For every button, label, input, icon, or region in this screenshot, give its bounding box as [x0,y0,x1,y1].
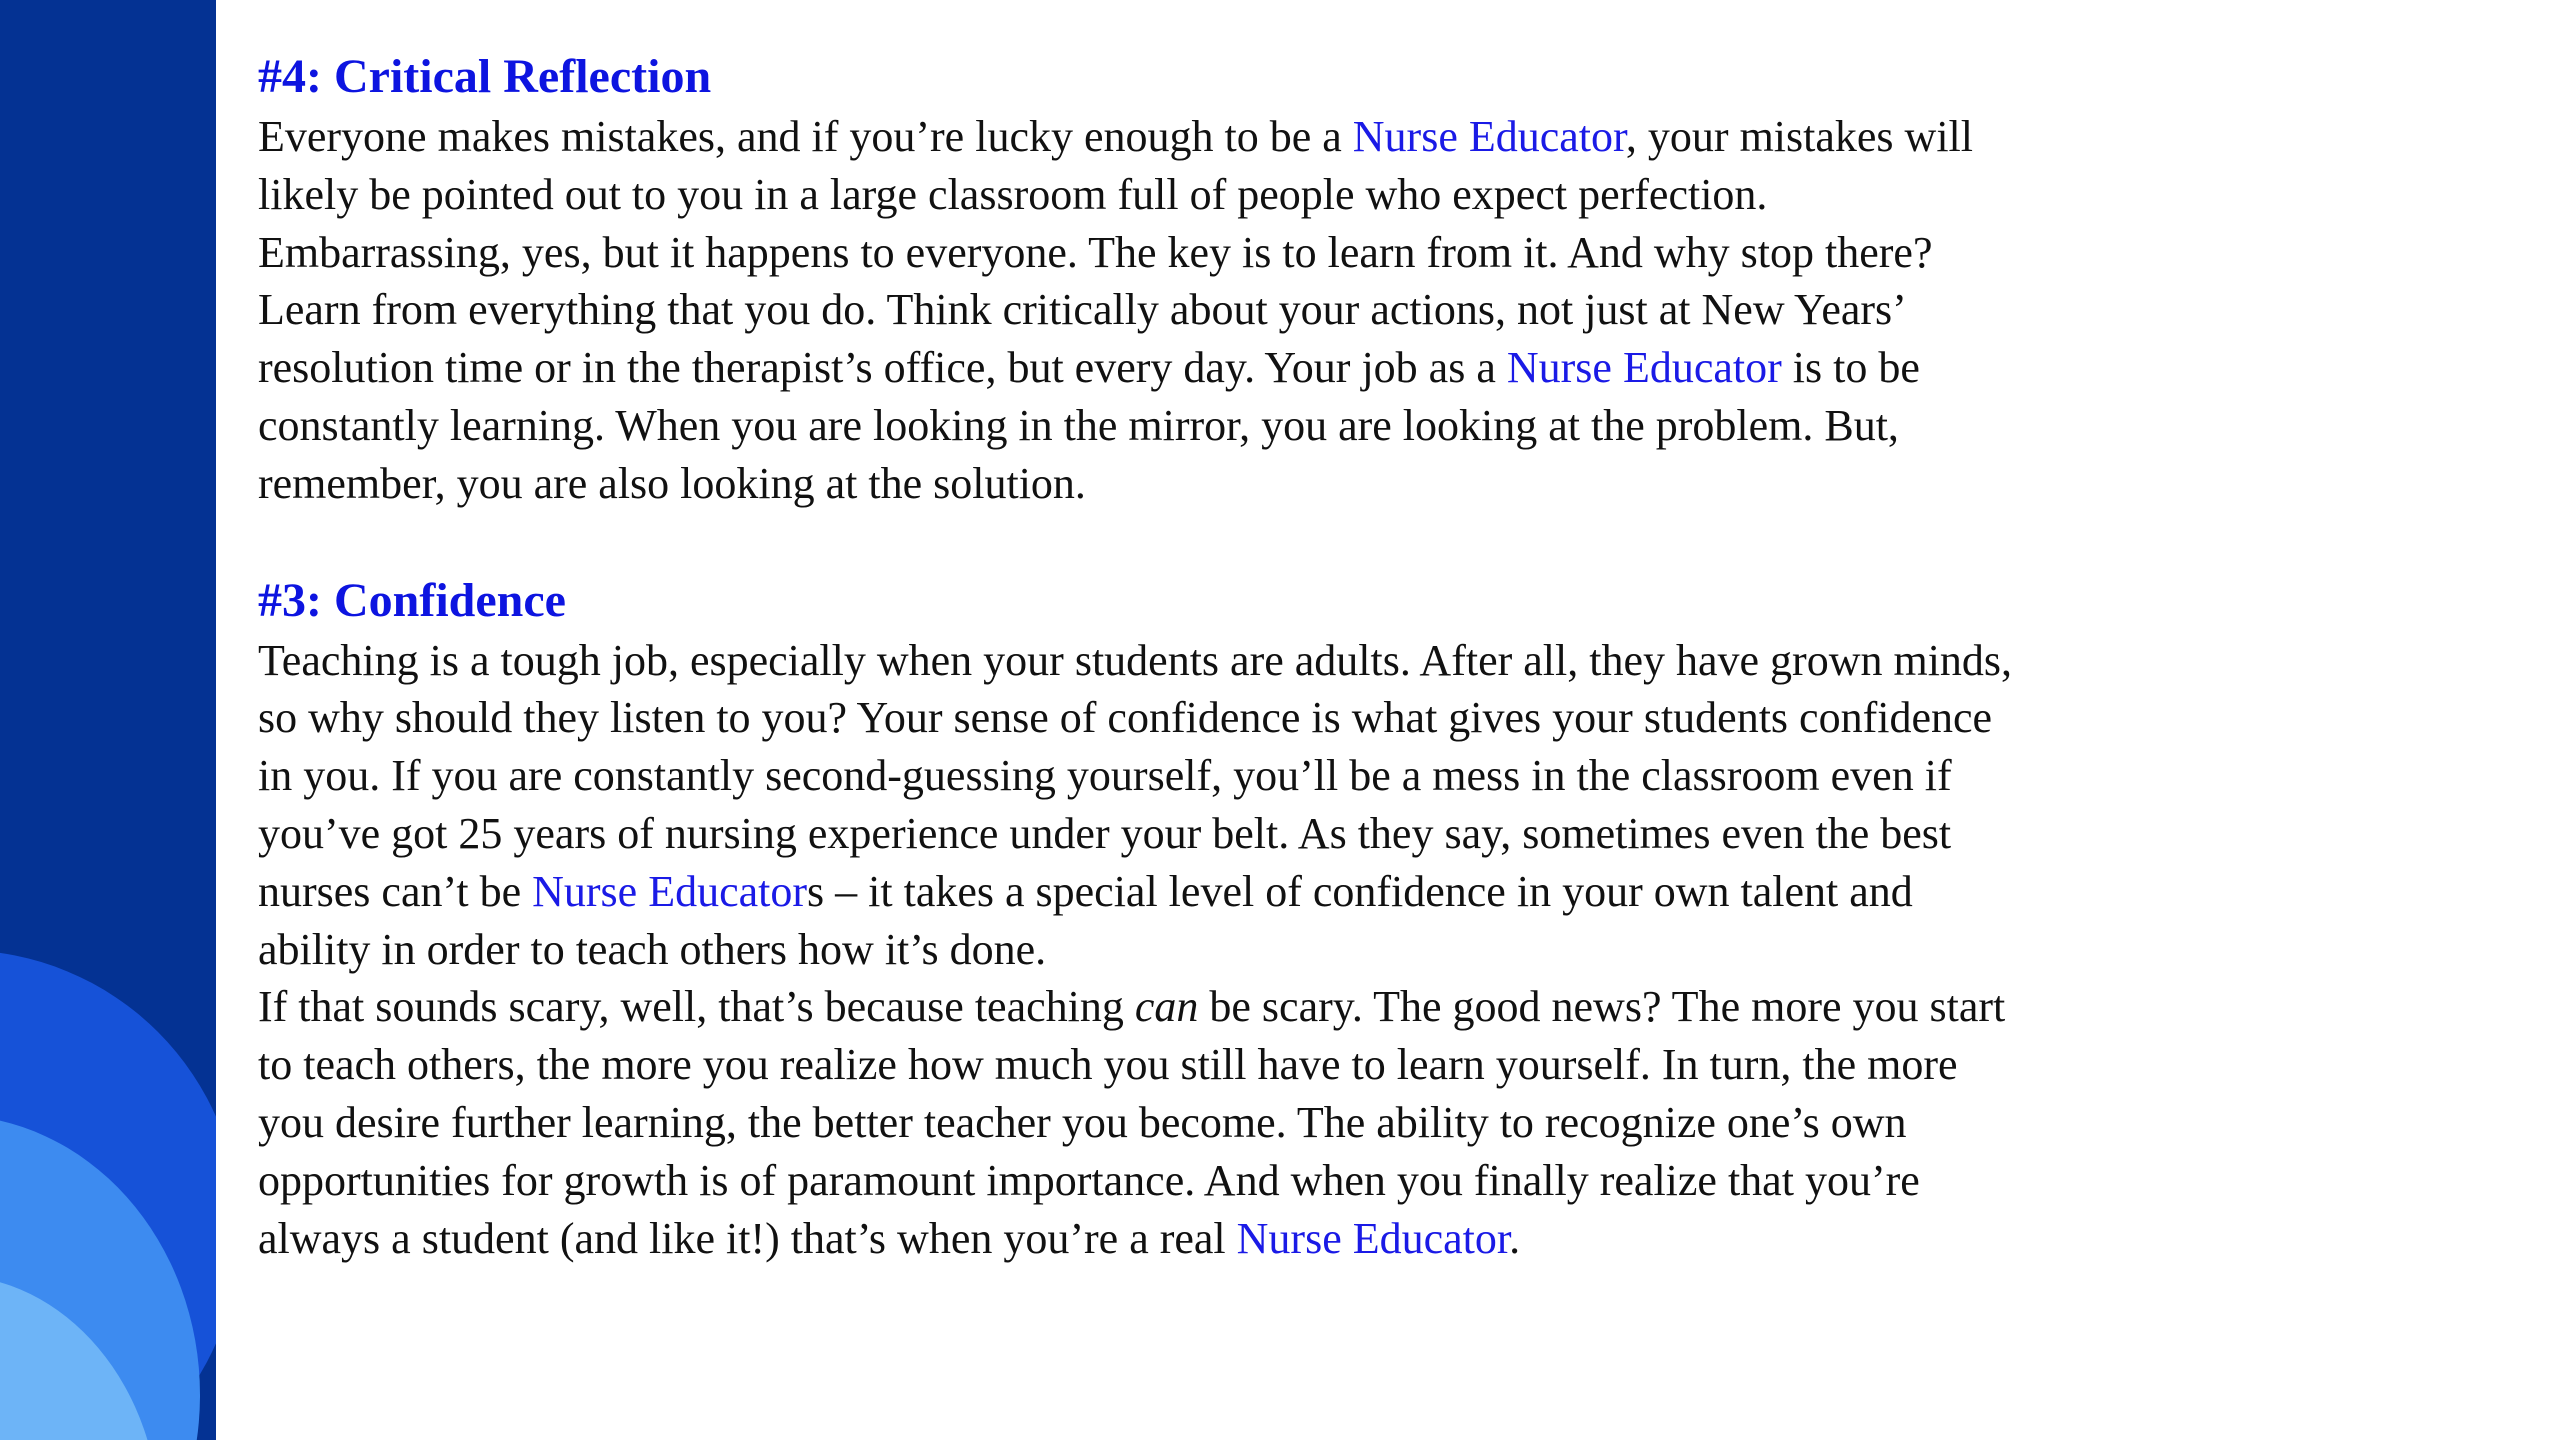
paragraph-text: be scary. The good news? The more you start to teach others, the more you realize how much you still have to learn yourself. In turn, the more you desire further learning, the better teacher you become. The ability to recognize one’s own opportunities for growth is of paramount importance. And when you finally realize that you’re always a student (and like it!) that’s when you’re a real [258,982,2006,1263]
paragraph-confidence-2 [258,978,2018,1267]
nurse-educator-link[interactable]: Nurse Educator [1352,112,1626,161]
paragraph-text: Everyone makes mistakes, and if you’re lucky enough to be a [258,112,1353,161]
paragraph-text: Teaching is a tough job, especially when your students are adults. After all, they have grown minds, so why should they listen to you? Your sense of confidence is what gives your students confidence in you. If you are constantly second-guessing yourself, you’ll be a mess in the classroom even if you’ve got 25 years of nursing experience under your belt. As they say, sometimes even the best nurses can’t be [258,635,2013,916]
paragraph-text: If that sounds scary, well, that’s because teaching [258,982,1135,1032]
paragraph-text: is to be constantly learning. When you are looking in the mirror, you are looking at the problem. But, remember, you are also looking at the solution. [258,343,1920,508]
section-heading-critical-reflection: #4: Critical Reflection [258,50,712,103]
article-content [258,46,2018,1267]
left-decorative-sidebar [0,0,216,1440]
nurse-educator-link[interactable]: Nurse Educator [532,866,808,916]
paragraph-text: . [1509,1213,1521,1263]
nurse-educator-link[interactable]: Nurse Educator [1506,343,1782,393]
section-spacer [258,513,2018,570]
section-heading-confidence: #3: Confidence [258,573,566,627]
paragraph-confidence-1 [258,632,2018,979]
nurse-educator-link[interactable]: Nurse Educator [1236,1213,1510,1263]
paragraph-text: s – it takes a special level of confidence in your own talent and ability in order to teach others how it’s done. [258,866,1913,974]
paragraph-text: , your mistakes will likely be pointed out to you in a large classroom full of people who expect perfection. Embarrassing, yes, but it happens to everyone. The key is to learn from it. And why stop there? Learn from everything that you do. Think critically about your actions, not just at New Years’ resolution time or in the therapist’s office, but every day. Your job as a [258,112,1974,393]
paragraph-critical-reflection [258,108,2018,513]
emphasized-word: can [1134,982,1199,1032]
